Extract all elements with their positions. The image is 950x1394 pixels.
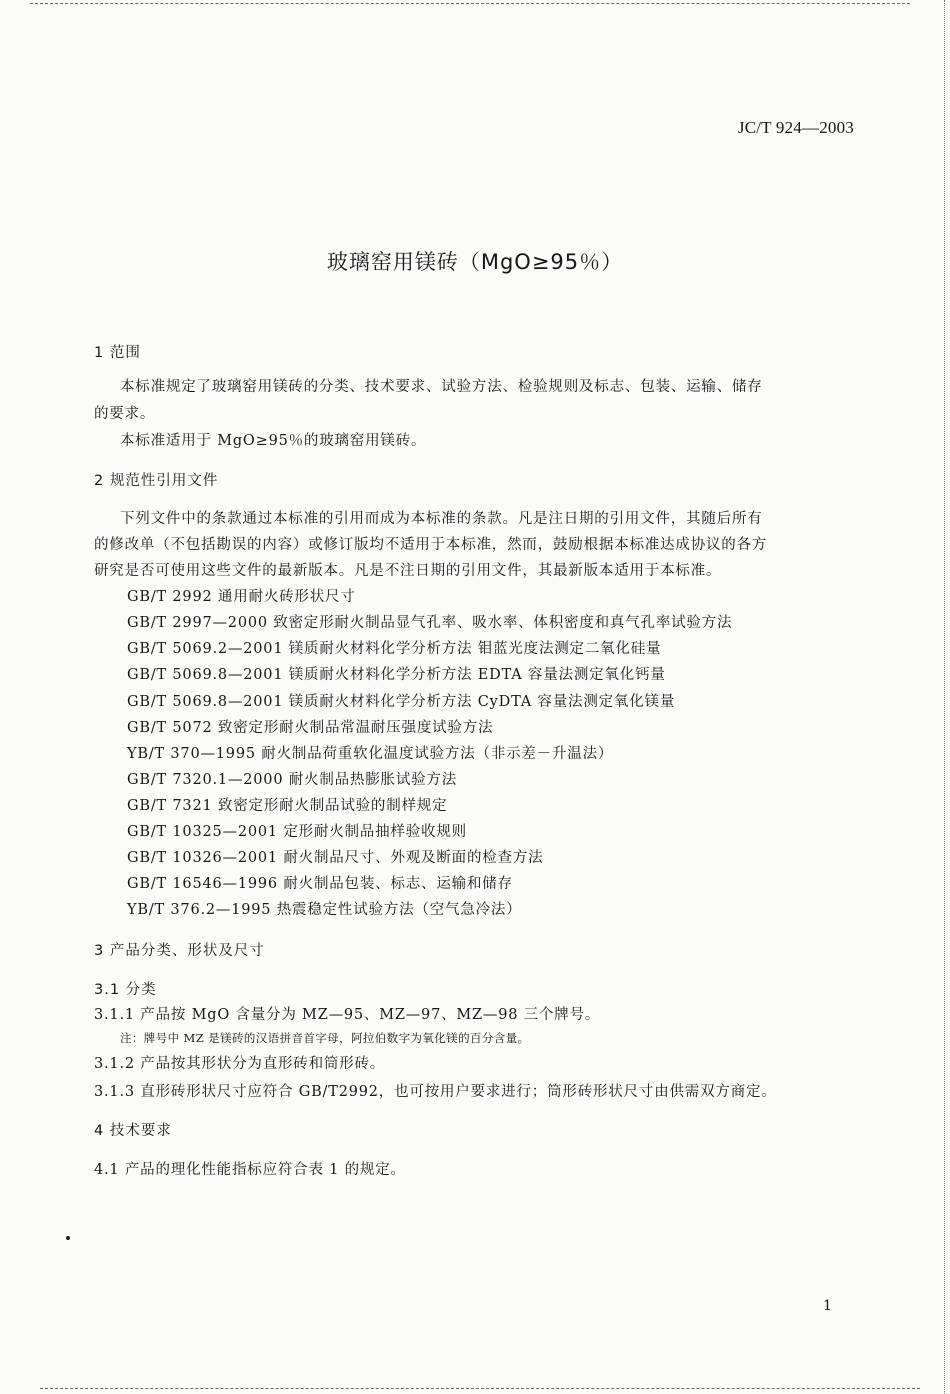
reference-item: GB/T 7320.1—2000 耐火制品热膨胀试验方法 (127, 772, 458, 788)
section-2-heading: 2 规范性引用文件 (94, 473, 219, 489)
top-scan-line (30, 3, 910, 4)
reference-item: GB/T 5072 致密定形耐火制品常温耐压强度试验方法 (127, 720, 494, 736)
clause-4-1: 4.1 产品的理化性能指标应符合表 1 的规定。 (94, 1162, 406, 1178)
section-1-heading: 1 范围 (94, 345, 141, 361)
clause-3-1-3: 3.1.3 直形砖形状尺寸应符合 GB/T2992，也可按用户要求进行；筒形砖形状尺寸由供需双方商定。 (94, 1084, 777, 1100)
stray-dot (66, 1236, 70, 1240)
reference-item: GB/T 10326—2001 耐火制品尺寸、外观及断面的检查方法 (127, 850, 544, 866)
reference-item: GB/T 5069.8—2001 镁质耐火材料化学分析方法 CyDTA 容量法测定氧化镁量 (127, 694, 676, 710)
reference-item: GB/T 16546—1996 耐火制品包装、标志、运输和储存 (127, 876, 513, 892)
standard-code: JC/T 924—2003 (737, 118, 854, 137)
references-paragraph-line-2: 的修改单（不包括勘误的内容）或修订版均不适用于本标准，然而，鼓励根据本标准达成协议的各方 (94, 537, 768, 553)
references-paragraph-line-3: 研究是否可使用这些文件的最新版本。凡是不注日期的引用文件，其最新版本适用于本标准。 (94, 563, 722, 579)
reference-item: YB/T 370—1995 耐火制品荷重软化温度试验方法（非示差－升温法） (127, 746, 614, 762)
reference-item: YB/T 376.2—1995 热震稳定性试验方法（空气急冷法） (127, 902, 522, 918)
scope-paragraph-line-1: 本标准规定了玻璃窑用镁砖的分类、技术要求、试验方法、检验规则及标志、包装、运输、储存 (120, 379, 763, 395)
reference-item: GB/T 5069.8—2001 镁质耐火材料化学分析方法 EDTA 容量法测定氧化钙量 (127, 667, 666, 683)
page-number: 1 (823, 1298, 832, 1314)
bottom-scan-line (40, 1388, 920, 1389)
section-3-1-heading: 3.1 分类 (94, 982, 157, 998)
clause-3-1-2: 3.1.2 产品按其形状分为直形砖和筒形砖。 (94, 1056, 386, 1072)
reference-item: GB/T 7321 致密定形耐火制品试验的制样规定 (127, 798, 448, 814)
reference-item: GB/T 5069.2—2001 镁质耐火材料化学分析方法 钼蓝光度法测定二氧化硅量 (127, 641, 662, 657)
reference-item: GB/T 10325—2001 定形耐火制品抽样验收规则 (127, 824, 467, 840)
reference-item: GB/T 2992 通用耐火砖形状尺寸 (127, 589, 356, 605)
section-4-heading: 4 技术要求 (94, 1123, 172, 1139)
clause-3-1-1: 3.1.1 产品按 MgO 含量分为 MZ—95、MZ—97、MZ—98 三个牌号。 (94, 1007, 601, 1023)
references-paragraph-line-1: 下列文件中的条款通过本标准的引用而成为本标准的条款。凡是注日期的引用文件，其随后所有 (120, 511, 763, 527)
document-title: 玻璃窑用镁砖（MgO≥95％） (326, 250, 624, 274)
scope-paragraph-line-2: 的要求。 (94, 406, 156, 422)
clause-note: 注：牌号中 MZ 是镁砖的汉语拼音首字母，阿拉伯数字为氧化镁的百分含量。 (120, 1031, 530, 1045)
section-3-heading: 3 产品分类、形状及尺寸 (94, 943, 265, 959)
right-edge-line (944, 0, 945, 1394)
reference-item: GB/T 2997—2000 致密定形耐火制品显气孔率、吸水率、体积密度和真气孔率试验方法 (127, 615, 733, 631)
scope-paragraph-2: 本标准适用于 MgO≥95％的玻璃窑用镁砖。 (120, 433, 427, 449)
